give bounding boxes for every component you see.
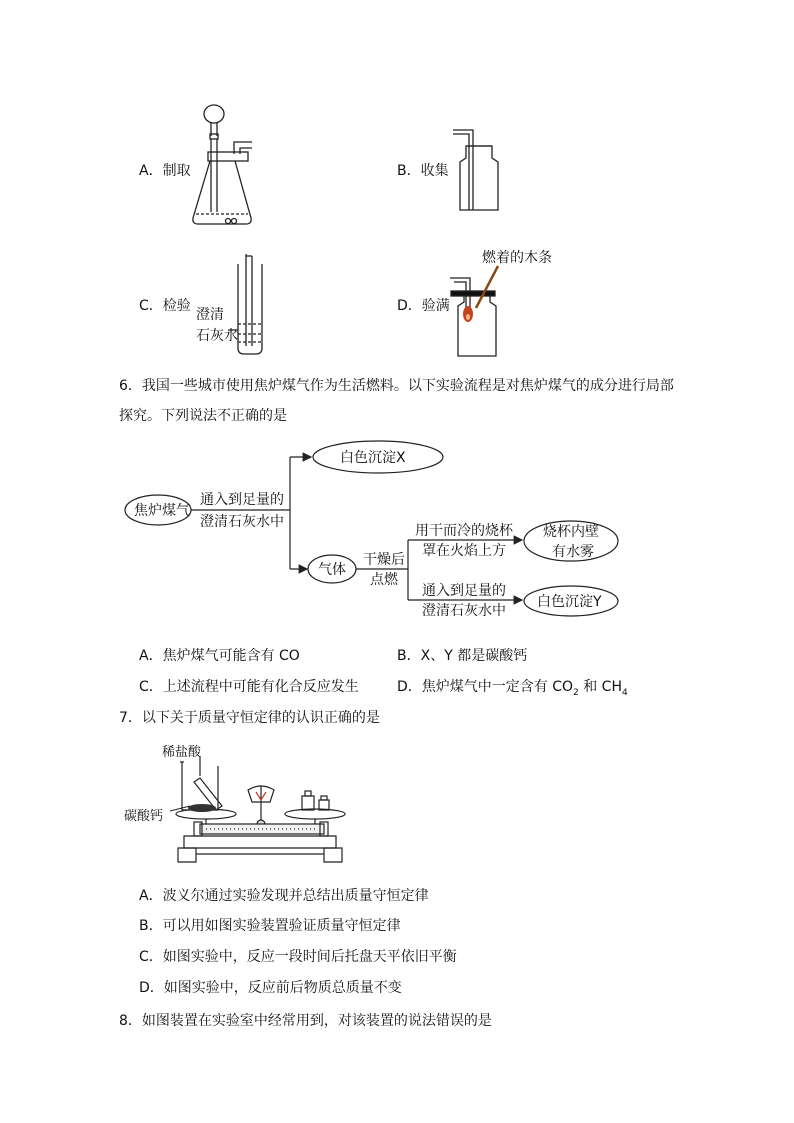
option-5c: C．检验: [139, 298, 191, 314]
flow-step2-line2: 澄清石灰水中: [422, 603, 506, 619]
option-6d: D．焦炉煤气中一定含有 $CO_2$ 和 $CH_4$: [397, 679, 628, 698]
label-burning-stick: 燃着的木条: [482, 250, 552, 266]
label-dilute-hcl: 稀盐酸: [162, 745, 202, 760]
flow-dry-line2: 点燃: [370, 572, 398, 588]
option-6c: C．上述流程中可能有化合反应发生: [139, 679, 359, 695]
flow-step2-line1: 通入到足量的: [422, 583, 506, 599]
label-calcium-carbonate: 碳酸钙: [124, 809, 164, 824]
option-5a: A．制取: [139, 163, 191, 179]
coal-gas-flow-diagram: [120, 438, 630, 624]
option-7d: D．如图实验中，反应前后物质总质量不变: [139, 980, 402, 996]
option-5d: D．验满: [397, 298, 450, 314]
question-7-stem: 7．以下关于质量守恒定律的认识正确的是: [119, 710, 380, 726]
option-5b: B．收集: [397, 163, 449, 179]
question-6-stem-line2: 探究。下列说法不正确的是: [119, 408, 287, 424]
full-check-diagram: [448, 264, 506, 360]
label-limewater: 澄清 石灰水: [196, 307, 238, 344]
option-7a: A．波义尔通过实验发现并总结出质量守恒定律: [139, 888, 429, 904]
option-6a: A．焦炉煤气可能含有 CO: [139, 648, 300, 664]
flow-step1-line2: 澄清石灰水中: [200, 514, 284, 530]
flow-result1-line2: 有水雾: [552, 544, 594, 560]
collection-bottle-diagram: [450, 124, 510, 214]
option-6b: B．X、Y 都是碳酸钙: [397, 648, 528, 664]
flow-precipitate-y: 白色沉淀Y: [537, 594, 602, 610]
flow-gas: 气体: [318, 562, 346, 578]
flow-start-coal-gas: 焦炉煤气: [134, 503, 190, 519]
test-tube-diagram: [228, 252, 278, 358]
question-8-stem: 8．如图装置在实验室中经常用到，对该装置的说法错误的是: [119, 1013, 492, 1029]
balance-diagram: [170, 756, 350, 868]
flask-funnel-diagram: [190, 102, 260, 234]
flow-dry-line1: 干燥后: [363, 552, 405, 568]
flow-beaker-line2: 罩在火焰上方: [422, 543, 506, 559]
flow-step1-line1: 通入到足量的: [200, 492, 284, 508]
flow-beaker-line1: 用干而冷的烧杯: [415, 523, 513, 539]
question-6-stem-line1: 6．我国一些城市使用焦炉煤气作为生活燃料。以下实验流程是对焦炉煤气的成分进行局部: [119, 378, 674, 394]
option-7c: C．如图实验中，反应一段时间后托盘天平依旧平衡: [139, 949, 457, 965]
option-7b: B．可以用如图实验装置验证质量守恒定律: [139, 918, 401, 934]
flow-result1-line1: 烧杯内壁: [543, 524, 599, 540]
flow-precipitate-x: 白色沉淀X: [340, 450, 406, 466]
